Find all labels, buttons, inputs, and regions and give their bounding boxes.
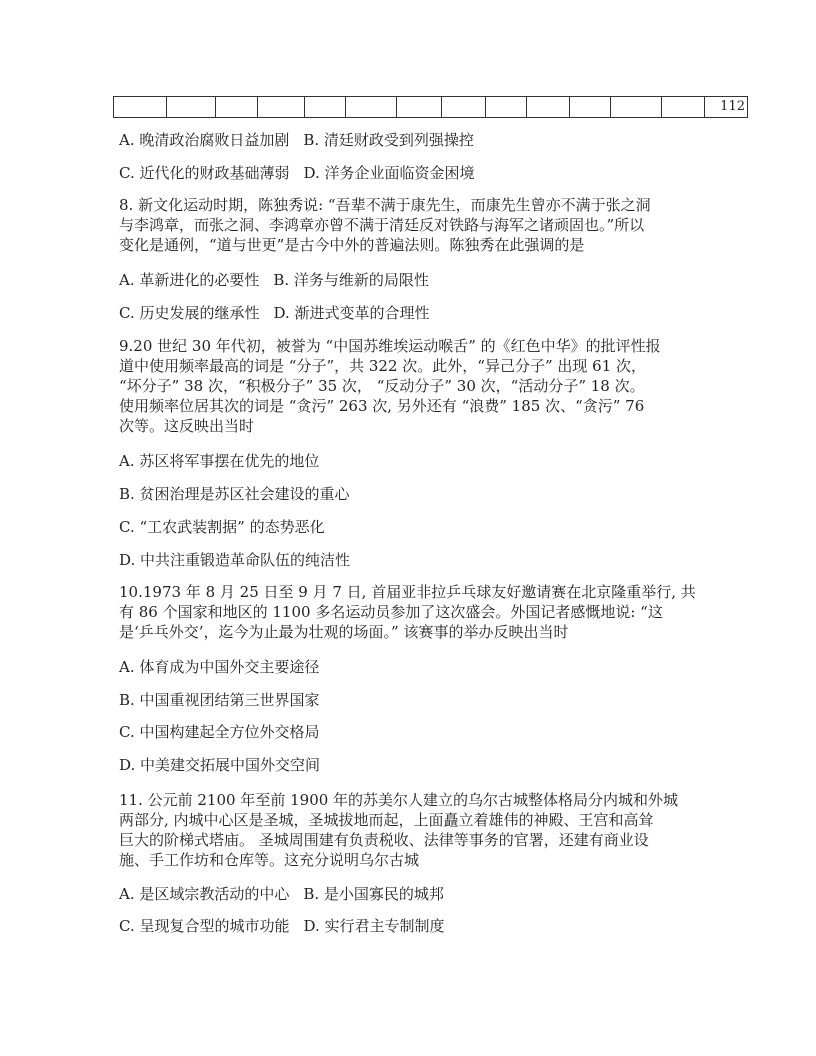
table-cell (114, 97, 167, 118)
q8-option-b[interactable]: B. 洋务与维新的局限性 (273, 271, 429, 289)
q7-option-d[interactable]: D. 洋务企业面临资金困境 (303, 164, 475, 182)
question-line: 是‘乒乓外交’，迄今为止最为壮观的场面。” 该赛事的举办反映出当时 (119, 623, 569, 641)
table-cell (305, 97, 346, 118)
question-9-stem (119, 336, 704, 436)
table-row (114, 97, 748, 118)
q10-option-d[interactable]: D. 中美建交拓展中国外交空间 (119, 756, 321, 774)
table-cell (662, 97, 705, 118)
table-cell (442, 97, 486, 118)
q9-option-c[interactable]: C. “工农武装割据” 的态势恶化 (119, 518, 325, 536)
q11-option-a[interactable]: A. 是区域宗教活动的中心 (119, 885, 290, 903)
q11-option-d[interactable]: D. 实行君主专制制度 (303, 917, 445, 935)
question-line: 10.1973 年 8 月 25 日至 9 月 7 日, 首届亚非拉乒乓球友好邀请赛在北京隆重举行, 共 (119, 583, 696, 601)
question-11-stem (119, 790, 704, 870)
q10-option-c[interactable]: C. 中国构建起全方位外交格局 (119, 723, 320, 741)
question-line: 8. 新文化运动时期，陈独秀说: “吾辈不满于康先生，而康先生曾亦不满于张之洞 (119, 196, 651, 214)
q11-option-c[interactable]: C. 呈现复合型的城市功能 (119, 917, 290, 935)
table-cell (258, 97, 305, 118)
table-cell (346, 97, 397, 118)
question-10-stem (119, 582, 704, 642)
q8-options-row-2 (119, 303, 430, 323)
question-line: 两部分, 内城中心区是圣城，圣城拔地而起，上面矗立着雄伟的神殿、王宫和高耸 (119, 811, 654, 829)
q9-option-d[interactable]: D. 中共注重锻造革命队伍的纯洁性 (119, 551, 351, 569)
question-line: 使用频率位居其次的词是 “贪污” 263 次, 另外还有 “浪费” 185 次、“贪污” 76 (119, 397, 645, 415)
question-line: 与李鸿章，而张之洞、李鸿章亦曾不满于清廷反对铁路与海军之诸顽固也。”所以 (119, 216, 645, 234)
table-cell (486, 97, 527, 118)
question-line: 道中使用频率最高的词是 “分子”，共 322 次。此外，“异己分子” 出现 61 次， (119, 357, 647, 375)
table-cell (167, 97, 216, 118)
q8-options-row-1 (119, 270, 429, 290)
table-cell (570, 97, 611, 118)
q7-option-b[interactable]: B. 清廷财政受到列强操控 (303, 131, 474, 149)
answer-table (113, 96, 748, 118)
table-cell (397, 97, 442, 118)
q8-option-d[interactable]: D. 渐进式变革的合理性 (273, 304, 430, 322)
table-cell (527, 97, 570, 118)
q11-options-row-2 (119, 916, 445, 936)
q9-option-b[interactable]: B. 贫困治理是苏区社会建设的重心 (119, 485, 350, 503)
q8-option-a[interactable]: A. 革新进化的必要性 (119, 271, 260, 289)
question-line: 变化是通例，“道与世更”是古今中外的普遍法则。陈独秀在此强调的是 (119, 236, 585, 254)
q11-option-b[interactable]: B. 是小国寡民的城邦 (303, 885, 444, 903)
table-cell (216, 97, 258, 118)
q10-option-a[interactable]: A. 体育成为中国外交主要途径 (119, 658, 320, 676)
table-cell: 112 (705, 97, 748, 118)
q7-options-row-1 (119, 130, 474, 150)
question-line: “坏分子” 38 次，“积极分子” 35 次， “反动分子” 30 次，“活动分子” 18 次。 (119, 377, 645, 395)
question-line: 巨大的阶梯式塔庙。 圣城周围建有负责税收、法律等事务的官署，还建有商业设 (119, 831, 649, 849)
question-line: 9.20 世纪 30 年代初，被誉为 “中国苏维埃运动喉舌” 的《红色中华》的批评性报 (119, 337, 661, 355)
question-line: 11. 公元前 2100 年至前 1900 年的苏美尔人建立的乌尔古城整体格局分内城和外城 (119, 791, 679, 809)
question-line: 有 86 个国家和地区的 1100 多名运动员参加了这次盛会。外国记者感慨地说: “这 (119, 603, 663, 621)
q8-option-c[interactable]: C. 历史发展的继承性 (119, 304, 260, 322)
q11-options-row-1 (119, 884, 444, 904)
table-cell (611, 97, 662, 118)
question-line: 次等。这反映出当时 (119, 417, 255, 435)
q7-option-a[interactable]: A. 晚清政治腐败日益加剧 (119, 131, 290, 149)
question-line: 施、手工作坊和仓库等。这充分说明乌尔古城 (119, 851, 420, 869)
q7-option-c[interactable]: C. 近代化的财政基础薄弱 (119, 164, 290, 182)
question-8-stem (119, 195, 704, 255)
q9-option-a[interactable]: A. 苏区将军事摆在优先的地位 (119, 452, 320, 470)
q10-option-b[interactable]: B. 中国重视团结第三世界国家 (119, 691, 320, 709)
q7-options-row-2 (119, 163, 475, 183)
